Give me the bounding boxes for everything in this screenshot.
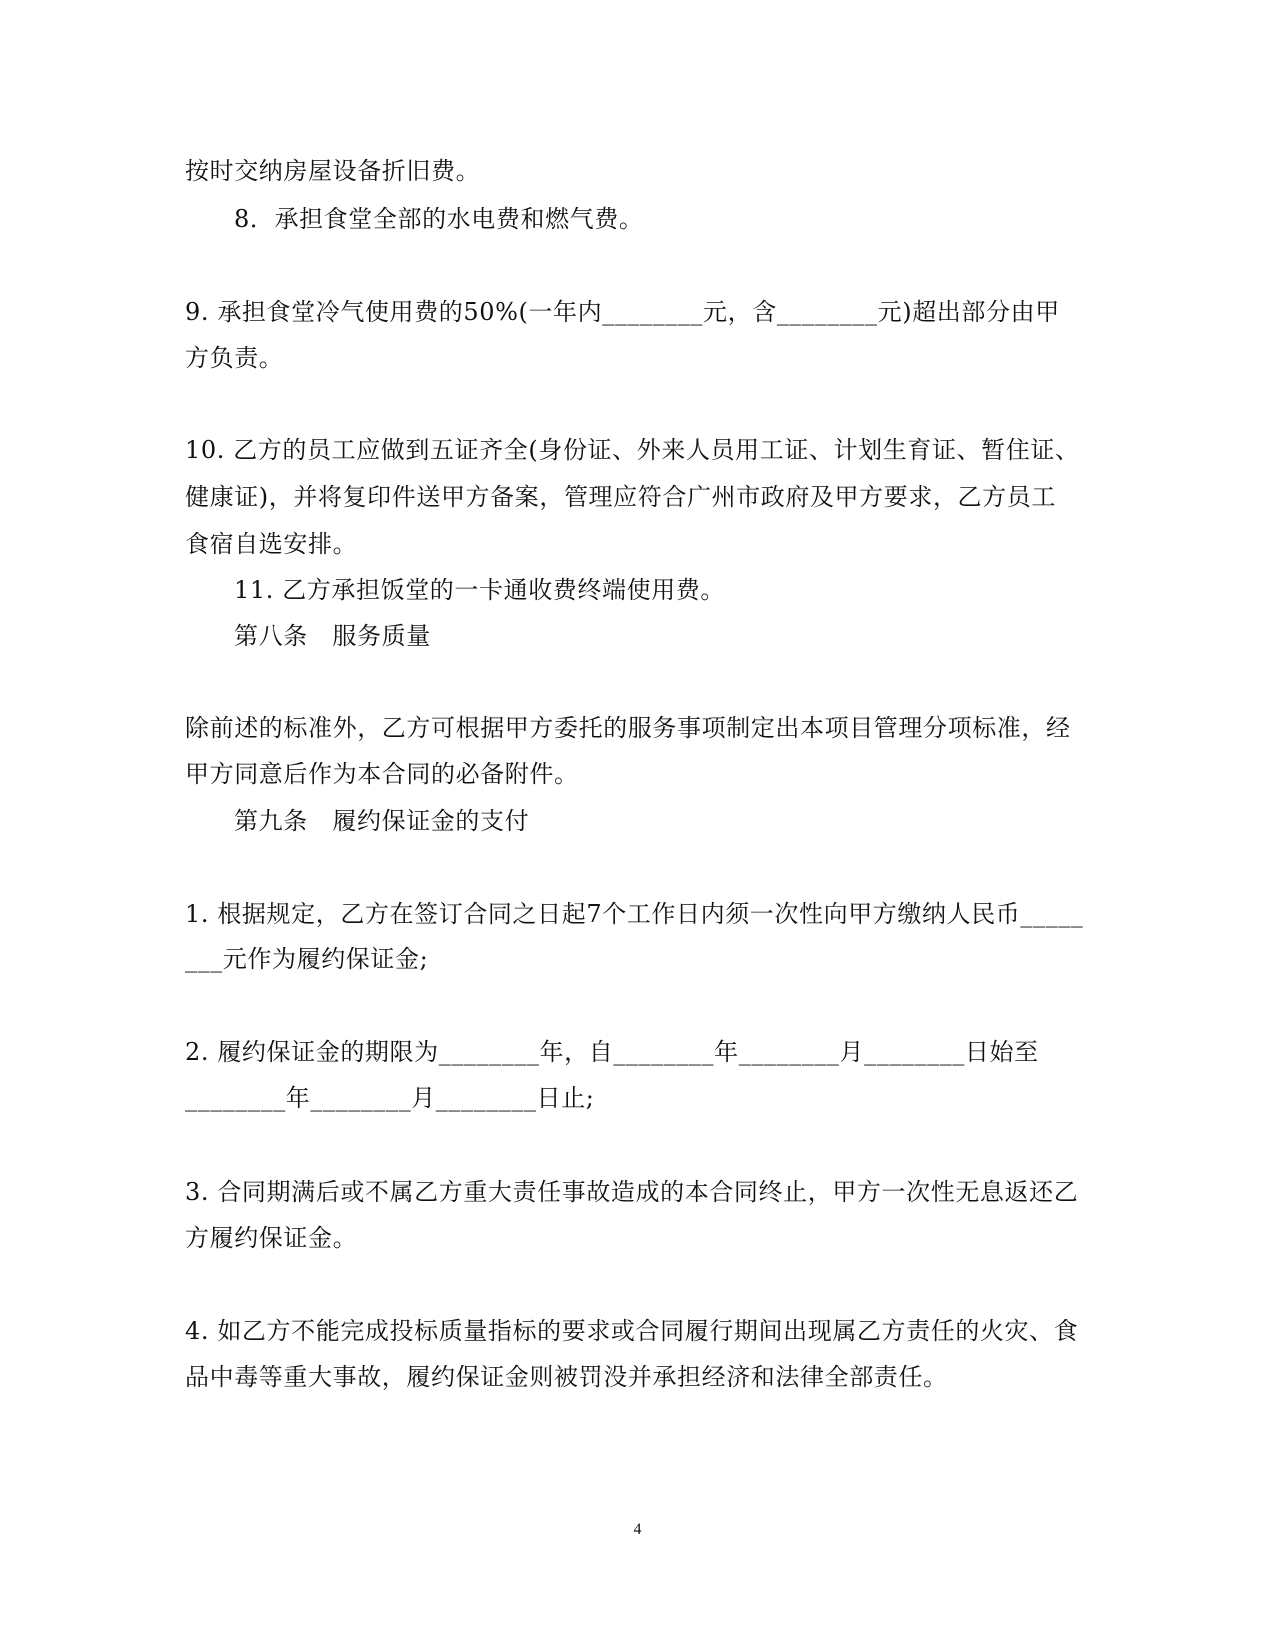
text-line: 甲方同意后作为本合同的必备附件。 xyxy=(185,760,579,788)
text-line: 方负责。 xyxy=(185,344,284,372)
article-9-heading: 第九条 履约保证金的支付 xyxy=(234,807,530,835)
list-item-4: 4. 如乙方不能完成投标质量指标的要求或合同履行期间出现属乙方责任的火灾、食 xyxy=(185,1317,1079,1345)
list-item-1: 1. 根据规定，乙方在签订合同之日起7个工作日内须一次性向甲方缴纳人民币_____ xyxy=(185,900,1084,928)
text-line: 健康证)，并将复印件送甲方备案，管理应符合广州市政府及甲方要求，乙方员工 xyxy=(185,483,1056,511)
text-line: ___元作为履约保证金; xyxy=(185,945,429,973)
list-item-8: 8．承担食堂全部的水电费和燃气费。 xyxy=(234,205,644,233)
text-line: 方履约保证金。 xyxy=(185,1224,358,1252)
page-number: 4 xyxy=(633,1521,642,1538)
text-line: 食宿自选安排。 xyxy=(185,530,358,558)
text-line: 品中毒等重大事故，履约保证金则被罚没并承担经济和法律全部责任。 xyxy=(185,1363,948,1391)
article-8-heading: 第八条 服务质量 xyxy=(234,622,431,650)
list-item-9: 9. 承担食堂冷气使用费的50%(一年内________元，含________元)超出部分由甲 xyxy=(185,298,1060,326)
list-item-2: 2. 履约保证金的期限为________年，自________年________月________日始至 xyxy=(185,1038,1039,1066)
text-line: 按时交纳房屋设备折旧费。 xyxy=(185,157,481,185)
list-item-11: 11. 乙方承担饭堂的一卡通收费终端使用费。 xyxy=(234,576,725,604)
text-line: ________年________月________日止; xyxy=(185,1084,595,1112)
list-item-3: 3. 合同期满后或不属乙方重大责任事故造成的本合同终止，甲方一次性无息返还乙 xyxy=(185,1178,1079,1206)
list-item-10: 10. 乙方的员工应做到五证齐全(身份证、外来人员用工证、计划生育证、暂住证、 xyxy=(185,436,1080,464)
text-line: 除前述的标准外，乙方可根据甲方委托的服务事项制定出本项目管理分项标准，经 xyxy=(185,714,1071,742)
